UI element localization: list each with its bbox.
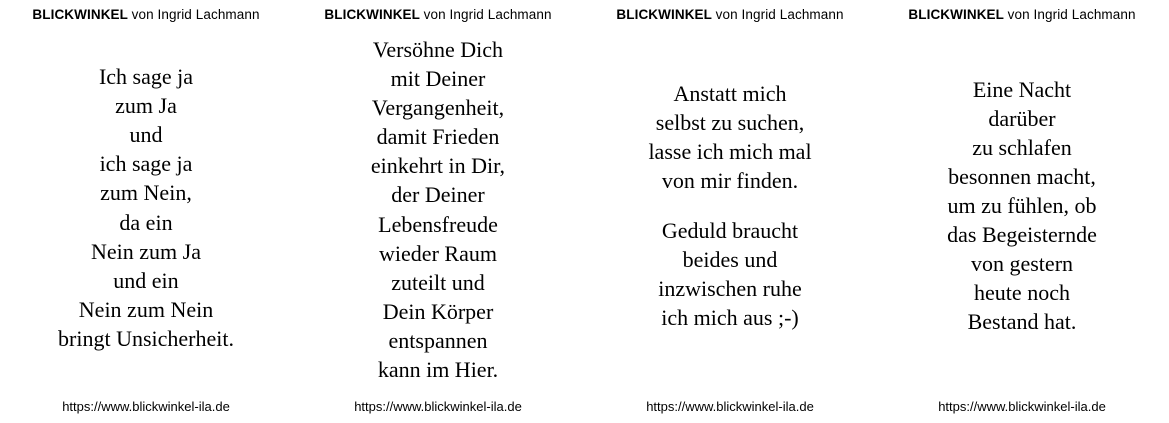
poem-line: Nein zum Ja	[91, 238, 201, 264]
poem-line: zuteilt und	[391, 269, 485, 295]
poem-line: inzwischen ruhe	[658, 276, 802, 301]
card-header	[32, 7, 259, 22]
poem-body	[292, 22, 584, 399]
poem-line: Bestand hat.	[967, 309, 1077, 335]
poem-card	[292, 0, 584, 423]
poem-line: kann im Hier.	[377, 356, 499, 382]
poem-line: Nein zum Nein	[78, 296, 214, 322]
card-header-author: von Ingrid Lachmann	[423, 7, 552, 22]
poem-line: zu schlafen	[972, 134, 1072, 160]
poem-line: der Deiner	[391, 182, 485, 208]
card-footer-url[interactable]: https://www.blickwinkel-ila.de	[62, 399, 230, 414]
card-footer-url[interactable]: https://www.blickwinkel-ila.de	[354, 399, 522, 414]
poem-line: Vergangenheit,	[371, 95, 505, 121]
poem-line: zum Nein,	[100, 180, 192, 206]
poem-line: darüber	[988, 105, 1056, 131]
poem-line: besonnen macht,	[948, 163, 1096, 189]
poem-body	[0, 22, 292, 399]
poem-body	[584, 22, 876, 399]
card-header-title: BLICKWINKEL	[616, 7, 712, 22]
poem-line: von mir finden.	[661, 168, 799, 194]
poem-line: zum Ja	[115, 93, 177, 119]
poem-line: mit Deiner	[390, 66, 486, 92]
poem-line: von gestern	[970, 251, 1074, 277]
poem-line: da ein	[119, 209, 173, 235]
card-header-title: BLICKWINKEL	[324, 7, 420, 22]
poem-card	[876, 0, 1168, 423]
card-header	[324, 7, 551, 22]
card-header-author: von Ingrid Lachmann	[131, 7, 260, 22]
card-header-author: von Ingrid Lachmann	[1007, 7, 1136, 22]
card-header	[908, 7, 1135, 22]
poem-line: Geduld braucht	[661, 217, 799, 243]
poem-line: beides und	[682, 246, 778, 272]
poem-line: einkehrt in Dir,	[370, 153, 506, 179]
poem-line: Versöhne Dich	[372, 37, 504, 63]
poem-line: Eine Nacht	[972, 76, 1072, 102]
card-header-title: BLICKWINKEL	[32, 7, 128, 22]
poem-line: und ein	[113, 267, 179, 293]
poem-line: das Begeisternde	[947, 222, 1097, 248]
poem-line: entspannen	[388, 327, 488, 353]
poem-card	[584, 0, 876, 423]
poem-line: damit Frieden	[376, 124, 500, 150]
poem-line: wieder Raum	[379, 240, 497, 266]
poem-line: Ich sage ja	[98, 64, 194, 90]
card-header-title: BLICKWINKEL	[908, 7, 1004, 22]
poem-line: um zu fühlen, ob	[947, 192, 1097, 218]
poem-line: Dein Körper	[382, 298, 494, 324]
card-header	[616, 7, 843, 22]
poem-line: und	[129, 122, 163, 148]
poem-line: lasse ich mich mal	[648, 138, 812, 164]
poem-line: bringt Unsicherheit.	[58, 325, 234, 351]
card-header-author: von Ingrid Lachmann	[715, 7, 844, 22]
poem-line: heute noch	[974, 280, 1070, 306]
poem-line: selbst zu suchen,	[655, 109, 805, 135]
poem-card	[0, 0, 292, 423]
poem-line: ich mich aus ;-)	[661, 305, 799, 331]
poem-line: ich sage ja	[99, 151, 193, 177]
card-footer-url[interactable]: https://www.blickwinkel-ila.de	[646, 399, 814, 414]
poem-line: Lebensfreude	[378, 211, 498, 237]
poem-line: Anstatt mich	[673, 80, 787, 106]
poem-body	[876, 22, 1168, 399]
card-footer-url[interactable]: https://www.blickwinkel-ila.de	[938, 399, 1106, 414]
